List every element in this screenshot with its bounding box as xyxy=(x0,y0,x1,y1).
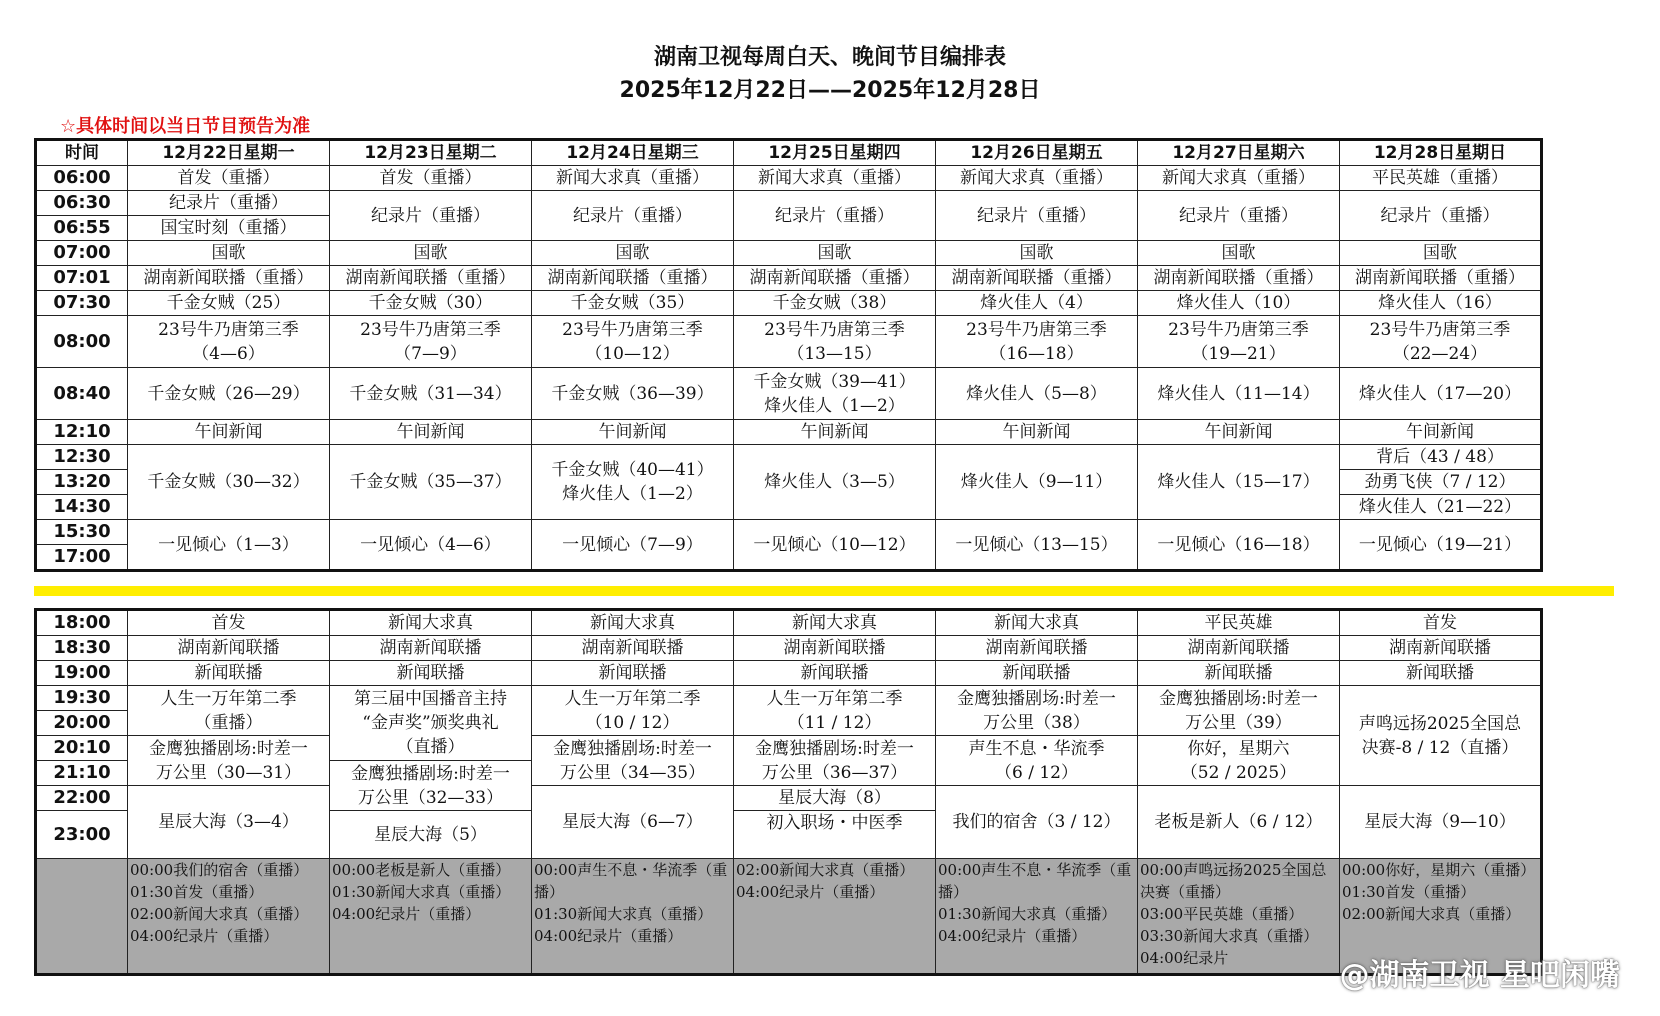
late-item: 00:00我们的宿舍（重播） xyxy=(130,861,309,879)
episode-range: （52 / 2025） xyxy=(1180,762,1297,783)
program-cell xyxy=(128,316,330,368)
program-title: 金鹰独播剧场:时差一 xyxy=(149,738,308,759)
program-cell: 午间新闻 xyxy=(330,420,532,445)
program-cell: 首发（重播） xyxy=(128,166,330,191)
program-cell: 新闻大求真 xyxy=(734,610,936,636)
time-slot: 15:30 xyxy=(36,520,128,545)
program-cell xyxy=(734,736,936,786)
late-item: 01:30新闻大求真（重播） xyxy=(938,905,1117,923)
program-title: 金鹰独播剧场:时差一 xyxy=(351,763,510,784)
program-cell: 新闻联播 xyxy=(1340,661,1542,686)
program-cell: 午间新闻 xyxy=(1138,420,1340,445)
program-cell: 新闻联播 xyxy=(734,661,936,686)
episode-range: （19—21） xyxy=(1191,343,1286,364)
time-slot: 18:30 xyxy=(36,636,128,661)
time-slot: 21:10 xyxy=(36,761,128,786)
time-slot: 06:30 xyxy=(36,191,128,216)
program-title: 烽火佳人（1—2） xyxy=(562,484,703,504)
program-title: 你好，星期六 xyxy=(1187,738,1290,759)
program-cell: 湖南新闻联播（重播） xyxy=(1340,266,1542,291)
program-cell: 湖南新闻联播（重播） xyxy=(936,266,1138,291)
program-cell xyxy=(734,368,936,420)
late-night-list xyxy=(1138,859,1340,975)
program-cell: 千金女贼（30） xyxy=(330,291,532,316)
time-slot: 18:00 xyxy=(36,610,128,636)
program-cell: 星辰大海（6—7） xyxy=(532,786,734,859)
late-item: 01:30首发（重播） xyxy=(130,883,264,901)
late-item: 04:00纪录片 xyxy=(1140,949,1229,967)
program-cell: 午间新闻 xyxy=(1340,420,1542,445)
program-cell: 新闻大求真 xyxy=(330,610,532,636)
program-title: “金声奖”颁奖典礼 xyxy=(362,713,499,733)
late-item: 04:00纪录片（重播） xyxy=(736,883,885,901)
program-cell xyxy=(1138,736,1340,786)
episode-range: （22—24） xyxy=(1392,343,1488,364)
time-slot: 08:00 xyxy=(36,316,128,368)
program-cell: 新闻大求真（重播） xyxy=(532,166,734,191)
program-cell: 一见倾心（10—12） xyxy=(734,520,936,571)
program-title: 23号牛乃唐第三季 xyxy=(966,319,1107,340)
program-cell: 湖南新闻联播 xyxy=(936,636,1138,661)
late-item: 00:00声鸣远扬2025全国总决赛（重播） xyxy=(1140,861,1327,901)
program-cell: 千金女贼（36—39） xyxy=(532,368,734,420)
divider-band xyxy=(34,586,1614,596)
program-cell xyxy=(936,686,1138,736)
program-cell xyxy=(1340,316,1542,368)
program-title: 23号牛乃唐第三季 xyxy=(562,319,703,340)
program-title: 人生一万年第二季 xyxy=(564,688,701,709)
program-title: 金鹰独播剧场:时差一 xyxy=(1159,688,1318,709)
program-title: 声生不息・华流季 xyxy=(968,738,1105,759)
program-cell: 湖南新闻联播（重播） xyxy=(1138,266,1340,291)
time-slot: 06:00 xyxy=(36,166,128,191)
program-cell: 首发 xyxy=(1340,610,1542,636)
late-night-list xyxy=(128,859,330,975)
program-cell: 国歌 xyxy=(1340,241,1542,266)
program-cell: 烽火佳人（4） xyxy=(936,291,1138,316)
program-cell: 湖南新闻联播（重播） xyxy=(128,266,330,291)
program-cell: 烽火佳人（16） xyxy=(1340,291,1542,316)
program-title: 人生一万年第二季 xyxy=(160,688,297,709)
program-cell: 烽火佳人（3—5） xyxy=(734,445,936,520)
program-title: 23号牛乃唐第三季 xyxy=(1369,319,1511,340)
program-cell: 一见倾心（7—9） xyxy=(532,520,734,571)
late-night-time-cell xyxy=(36,859,128,975)
program-cell: 千金女贼（35） xyxy=(532,291,734,316)
program-cell: 千金女贼（26—29） xyxy=(128,368,330,420)
late-item: 01:30新闻大求真（重播） xyxy=(534,905,713,923)
program-cell: 纪录片（重播） xyxy=(128,191,330,216)
program-title: 23号牛乃唐第三季 xyxy=(764,319,905,340)
program-cell: 烽火佳人（10） xyxy=(1138,291,1340,316)
program-cell: 一见倾心（16—18） xyxy=(1138,520,1340,571)
late-night-list xyxy=(532,859,734,975)
program-cell: 国歌 xyxy=(330,241,532,266)
program-cell: 我们的宿舍（3 / 12） xyxy=(936,786,1138,859)
time-header: 时间 xyxy=(36,140,128,166)
program-cell xyxy=(128,736,330,786)
program-title: 23号牛乃唐第三季 xyxy=(1168,319,1309,340)
program-cell xyxy=(532,736,734,786)
program-title: 万公里（32—33） xyxy=(357,787,504,808)
late-item: 00:00老板是新人（重播） xyxy=(332,861,511,879)
program-cell xyxy=(128,686,330,736)
program-cell: 湖南新闻联播（重播） xyxy=(734,266,936,291)
program-cell: 新闻联播 xyxy=(330,661,532,686)
late-item: 04:00纪录片（重播） xyxy=(130,927,279,945)
time-slot: 12:10 xyxy=(36,420,128,445)
time-slot: 14:30 xyxy=(36,495,128,520)
program-cell: 国歌 xyxy=(1138,241,1340,266)
program-cell: 湖南新闻联播 xyxy=(128,636,330,661)
program-cell xyxy=(734,686,936,736)
late-item: 00:00声生不息・华流季（重播） xyxy=(534,861,728,901)
late-item: 04:00纪录片（重播） xyxy=(332,905,481,923)
program-cell: 千金女贼（25） xyxy=(128,291,330,316)
program-title: 金鹰独播剧场:时差一 xyxy=(957,688,1116,709)
program-cell: 国歌 xyxy=(128,241,330,266)
program-cell: 烽火佳人（17—20） xyxy=(1340,368,1542,420)
program-cell: 湖南新闻联播 xyxy=(734,636,936,661)
program-cell: 烽火佳人（9—11） xyxy=(936,445,1138,520)
program-cell: 一见倾心（4—6） xyxy=(330,520,532,571)
program-cell xyxy=(532,445,734,520)
program-cell: 千金女贼（30—32） xyxy=(128,445,330,520)
program-cell: 老板是新人（6 / 12） xyxy=(1138,786,1340,859)
day-header: 12月26日星期五 xyxy=(936,140,1138,166)
program-cell: 纪录片（重播） xyxy=(330,191,532,241)
late-night-list xyxy=(330,859,532,975)
program-cell: 新闻大求真 xyxy=(936,610,1138,636)
time-slot: 06:55 xyxy=(36,216,128,241)
schedule-title: 湖南卫视每周白天、晚间节目编排表 xyxy=(653,45,1006,70)
program-cell: 星辰大海（9—10） xyxy=(1340,786,1542,859)
late-item: 03:00平民英雄（重播） xyxy=(1140,905,1304,923)
program-cell: 千金女贼（31—34） xyxy=(330,368,532,420)
program-cell xyxy=(330,316,532,368)
program-title: 千金女贼（39—41） xyxy=(753,371,916,392)
program-cell: 午间新闻 xyxy=(734,420,936,445)
program-cell: 新闻大求真（重播） xyxy=(1138,166,1340,191)
time-slot: 23:00 xyxy=(36,811,128,859)
late-item: 04:00纪录片（重播） xyxy=(534,927,683,945)
late-item: 00:00你好，星期六（重播） xyxy=(1342,861,1536,879)
late-item: 01:30新闻大求真（重播） xyxy=(332,883,511,901)
program-cell xyxy=(1340,686,1542,786)
time-slot: 07:30 xyxy=(36,291,128,316)
episode-range: （10—12） xyxy=(585,343,680,364)
program-title: 烽火佳人（1—2） xyxy=(764,395,905,416)
time-slot: 07:00 xyxy=(36,241,128,266)
late-item: 02:00新闻大求真（重播） xyxy=(1342,905,1521,923)
program-cell xyxy=(734,316,936,368)
program-cell: 国歌 xyxy=(734,241,936,266)
program-title: 声鸣远扬2025全国总 xyxy=(1358,713,1522,734)
program-cell: 纪录片（重播） xyxy=(1340,191,1542,241)
program-cell: 一见倾心（1—3） xyxy=(128,520,330,571)
late-item: 00:00声生不息・华流季（重播） xyxy=(938,861,1132,901)
episode-range: （16—18） xyxy=(989,343,1084,364)
program-cell: 新闻大求真 xyxy=(532,610,734,636)
program-cell: 湖南新闻联播 xyxy=(330,636,532,661)
episode-range: （11 / 12） xyxy=(787,712,882,733)
date-range: 2025年12月22日——2025年12月28日 xyxy=(619,78,1041,103)
time-slot: 17:00 xyxy=(36,545,128,571)
program-cell: 湖南新闻联播 xyxy=(1340,636,1542,661)
program-title: 万公里（39） xyxy=(1185,712,1292,733)
episode-range: （7—9） xyxy=(394,343,467,364)
program-title: 万公里（38） xyxy=(983,712,1090,733)
episode-range: （4—6） xyxy=(192,343,265,364)
program-cell: 纪录片（重播） xyxy=(734,191,936,241)
program-cell: 烽火佳人（15—17） xyxy=(1138,445,1340,520)
late-night-list xyxy=(734,859,936,975)
program-cell xyxy=(330,686,532,761)
episode-range: （13—15） xyxy=(787,343,882,364)
program-cell: 午间新闻 xyxy=(936,420,1138,445)
late-item: 02:00新闻大求真（重播） xyxy=(130,905,309,923)
late-item: 04:00纪录片（重播） xyxy=(938,927,1087,945)
episode-range: （6 / 12） xyxy=(995,762,1078,783)
program-cell xyxy=(1138,316,1340,368)
program-cell xyxy=(1138,686,1340,736)
daytime-schedule-table xyxy=(34,138,1543,572)
program-title: 千金女贼（40—41） xyxy=(551,460,714,480)
program-cell xyxy=(936,316,1138,368)
late-item: 01:30首发（重播） xyxy=(1342,883,1476,901)
program-cell: 平民英雄 xyxy=(1138,610,1340,636)
program-cell: 烽火佳人（21—22） xyxy=(1340,495,1542,520)
program-cell: 新闻联播 xyxy=(128,661,330,686)
program-title: 决赛-8 / 12（直播） xyxy=(1361,737,1519,758)
program-note: （重播） xyxy=(194,712,263,733)
program-cell: 新闻联播 xyxy=(936,661,1138,686)
program-title: 万公里（30—31） xyxy=(155,762,302,783)
program-cell: 湖南新闻联播（重播） xyxy=(330,266,532,291)
program-cell: 国宝时刻（重播） xyxy=(128,216,330,241)
day-header: 12月25日星期四 xyxy=(734,140,936,166)
program-cell: 新闻联播 xyxy=(532,661,734,686)
program-cell: 星辰大海（5） xyxy=(330,811,532,859)
time-slot: 08:40 xyxy=(36,368,128,420)
time-slot: 13:20 xyxy=(36,470,128,495)
program-cell: 首发（重播） xyxy=(330,166,532,191)
program-title: 万公里（34—35） xyxy=(559,762,706,783)
episode-range: （10 / 12） xyxy=(585,712,680,733)
time-note: ☆具体时间以当日节目预告为准 xyxy=(60,116,311,137)
day-header: 12月22日星期一 xyxy=(128,140,330,166)
program-cell: 湖南新闻联播（重播） xyxy=(532,266,734,291)
program-cell: 纪录片（重播） xyxy=(1138,191,1340,241)
program-cell: 新闻联播 xyxy=(1138,661,1340,686)
day-header: 12月28日星期日 xyxy=(1340,140,1542,166)
program-cell: 纪录片（重播） xyxy=(532,191,734,241)
program-title: 金鹰独播剧场:时差一 xyxy=(553,738,712,759)
program-title: 第三届中国播音主持 xyxy=(354,689,507,709)
day-header: 12月24日星期三 xyxy=(532,140,734,166)
program-cell: 国歌 xyxy=(532,241,734,266)
program-cell: 星辰大海（8） xyxy=(734,786,936,811)
late-night-list xyxy=(936,859,1138,975)
program-note: （直播） xyxy=(396,737,465,757)
program-cell: 午间新闻 xyxy=(532,420,734,445)
program-title: 万公里（36—37） xyxy=(761,762,908,783)
program-cell: 新闻大求真（重播） xyxy=(936,166,1138,191)
program-cell xyxy=(532,316,734,368)
program-cell: 劲勇飞侠（7 / 12） xyxy=(1340,470,1542,495)
late-item: 03:30新闻大求真（重播） xyxy=(1140,927,1319,945)
program-cell: 湖南新闻联播 xyxy=(1138,636,1340,661)
time-slot: 19:30 xyxy=(36,686,128,711)
program-title: 金鹰独播剧场:时差一 xyxy=(755,738,914,759)
program-cell: 千金女贼（35—37） xyxy=(330,445,532,520)
program-cell xyxy=(936,736,1138,786)
program-cell: 午间新闻 xyxy=(128,420,330,445)
program-cell xyxy=(532,686,734,736)
program-cell: 首发 xyxy=(128,610,330,636)
program-title: 23号牛乃唐第三季 xyxy=(158,319,299,340)
program-cell: 星辰大海（3—4） xyxy=(128,786,330,859)
program-cell: 千金女贼（38） xyxy=(734,291,936,316)
time-slot: 12:30 xyxy=(36,445,128,470)
program-cell: 背后（43 / 48） xyxy=(1340,445,1542,470)
time-slot: 20:00 xyxy=(36,711,128,736)
program-cell: 烽火佳人（5—8） xyxy=(936,368,1138,420)
program-cell: 国歌 xyxy=(936,241,1138,266)
program-cell: 一见倾心（13—15） xyxy=(936,520,1138,571)
program-title: 23号牛乃唐第三季 xyxy=(360,319,501,340)
time-slot: 20:10 xyxy=(36,736,128,761)
program-cell: 平民英雄（重播） xyxy=(1340,166,1542,191)
time-slot: 19:00 xyxy=(36,661,128,686)
time-slot: 07:01 xyxy=(36,266,128,291)
late-item: 02:00新闻大求真（重播） xyxy=(736,861,915,879)
time-slot: 22:00 xyxy=(36,786,128,811)
day-header: 12月27日星期六 xyxy=(1138,140,1340,166)
program-cell: 烽火佳人（11—14） xyxy=(1138,368,1340,420)
program-cell: 一见倾心（19—21） xyxy=(1340,520,1542,571)
program-cell: 湖南新闻联播 xyxy=(532,636,734,661)
program-cell: 初入职场・中医季 xyxy=(734,811,936,859)
program-cell: 纪录片（重播） xyxy=(936,191,1138,241)
program-title: 人生一万年第二季 xyxy=(766,688,903,709)
watermark: @湖南卫视 星吧闲嘴 xyxy=(1339,958,1620,993)
day-header: 12月23日星期二 xyxy=(330,140,532,166)
program-cell: 新闻大求真（重播） xyxy=(734,166,936,191)
program-cell xyxy=(330,761,532,811)
evening-schedule-table xyxy=(34,608,1543,976)
